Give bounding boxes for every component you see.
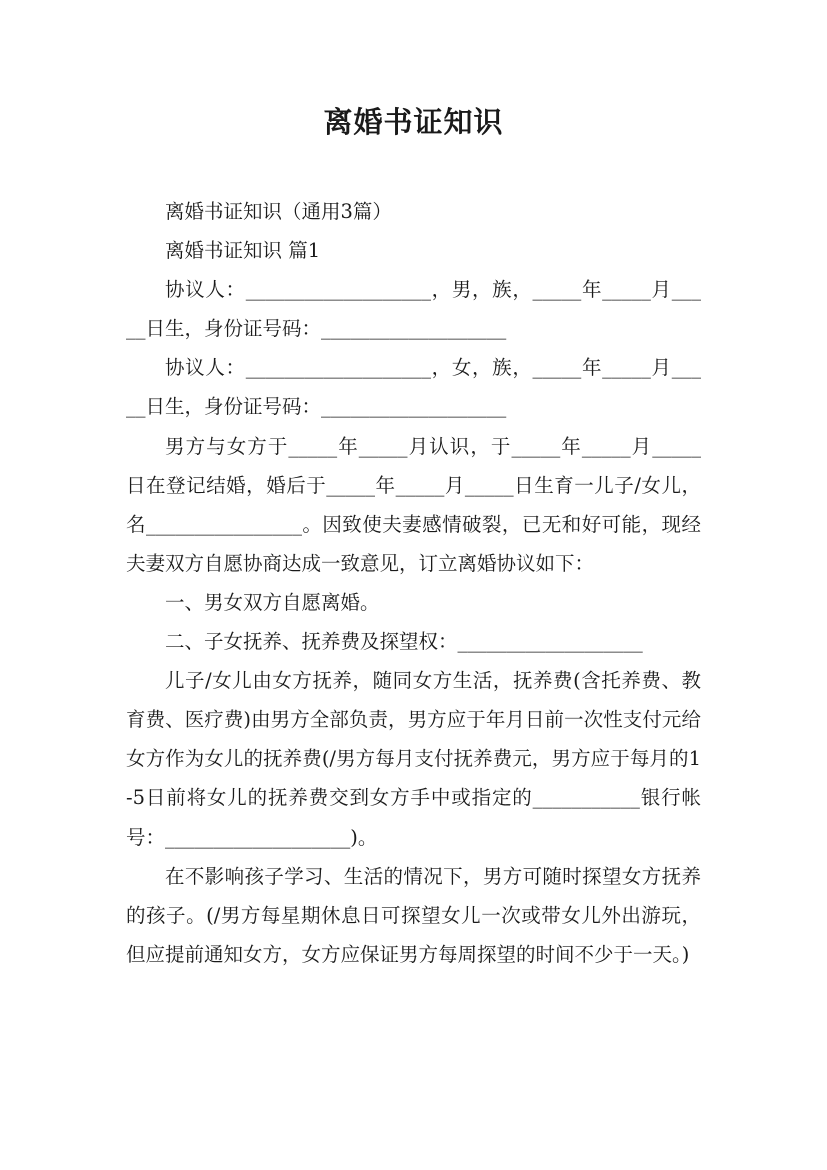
paragraph-party-male: 协议人：___________________，男，族，_____年_____月_____日生，身份证号码：___________________ <box>126 278 701 341</box>
paragraph-clause-2: 二、子女抚养、抚养费及探望权：___________________ <box>165 630 643 654</box>
paragraph-background: 男方与女方于_____年_____月认识，于_____年_____月_____日在登记结婚，婚后于_____年_____月_____日生育一儿子/女儿，名________________。因致使夫妻感情破裂，已无和好可能，现经夫妻双方自愿协商达成一致意见，订立离婚协议如下： <box>126 434 701 575</box>
paragraph-visitation: 在不影响孩子学习、生活的情况下，男方可随时探望女方抚养的孩子。(/男方每星期休息日可探望女儿一次或带女儿外出游玩，但应提前通知女方，女方应保证男方每周探望的时间不少于一天。) <box>126 864 701 966</box>
paragraph-section-heading: 离婚书证知识 篇1 <box>165 239 321 263</box>
paragraph-subtitle: 离婚书证知识（通用3篇） <box>165 200 392 223</box>
document-title: 离婚书证知识 <box>323 105 504 139</box>
paragraph-custody: 儿子/女儿由女方抚养，随同女方生活，抚养费(含托养费、教育费、医疗费)由男方全部负责，男方应于年月日前一次性支付元给女方作为女儿的抚养费(/男方每月支付抚养费元，男方应于每月的1-5日前将女儿的抚养费交到女方手中或指定的___________银行帐号：___________________)。 <box>126 669 701 849</box>
paragraph-party-female: 协议人：___________________，女，族，_____年_____月_____日生，身份证号码：___________________ <box>126 356 701 419</box>
paragraph-clause-1: 一、男女双方自愿离婚。 <box>165 590 380 614</box>
document-body <box>126 192 701 974</box>
